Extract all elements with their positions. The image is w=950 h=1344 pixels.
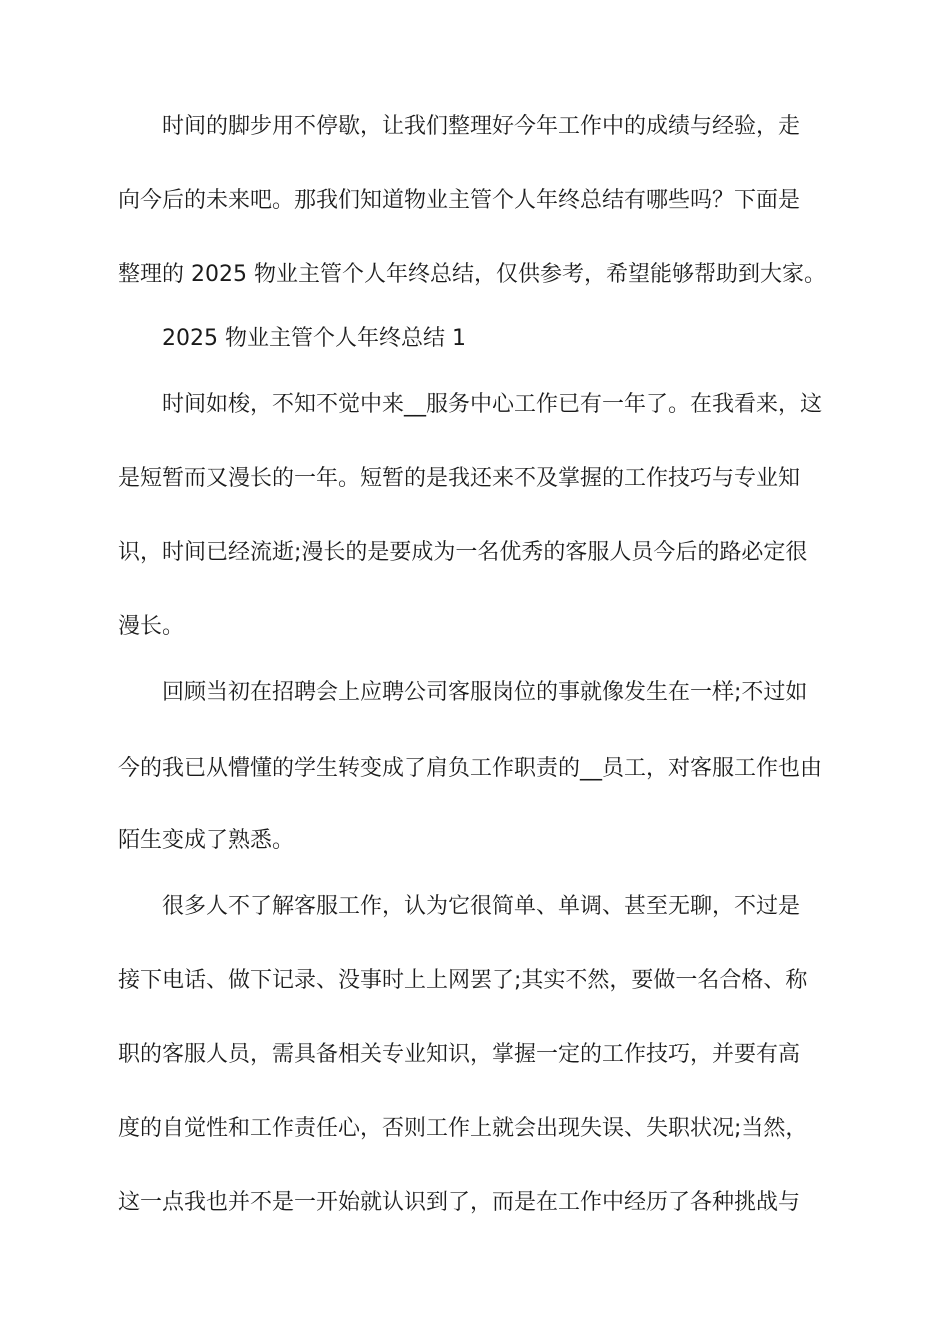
text-line: 漫长。 [118, 614, 185, 639]
text-line: 很多人不了解客服工作，认为它很简单、单调、甚至无聊，不过是 [162, 894, 801, 919]
text-line: 今的我已从懵懂的学生转变成了肩负工作职责的__员工，对客服工作也由 [118, 756, 823, 781]
text-line: 陌生变成了熟悉。 [118, 828, 295, 853]
text-line: 这一点我也并不是一开始就认识到了，而是在工作中经历了各种挑战与 [118, 1190, 801, 1215]
text-line: 识，时间已经流逝;漫长的是要成为一名优秀的客服人员今后的路必定很 [118, 540, 808, 565]
text-line: 是短暂而又漫长的一年。短暂的是我还来不及掌握的工作技巧与专业知 [118, 466, 801, 491]
text-line: 整理的 2025 物业主管个人年终总结，仅供参考，希望能够帮助到大家。 [118, 262, 826, 287]
text-line: 回顾当初在招聘会上应聘公司客服岗位的事就像发生在一样;不过如 [162, 680, 808, 705]
text-line: 职的客服人员，需具备相关专业知识，掌握一定的工作技巧，并要有高 [118, 1042, 801, 1067]
section-heading: 2025 物业主管个人年终总结 1 [162, 326, 466, 351]
text-line: 度的自觉性和工作责任心，否则工作上就会出现失误、失职状况;当然， [118, 1116, 808, 1141]
text-line: 时间的脚步用不停歇，让我们整理好今年工作中的成绩与经验，走 [162, 114, 801, 139]
text-line: 时间如梭，不知不觉中来__服务中心工作已有一年了。在我看来，这 [162, 392, 823, 417]
text-line: 接下电话、做下记录、没事时上上网罢了;其实不然，要做一名合格、称 [118, 968, 808, 993]
text-line: 向今后的未来吧。那我们知道物业主管个人年终总结有哪些吗？下面是 [118, 188, 801, 213]
